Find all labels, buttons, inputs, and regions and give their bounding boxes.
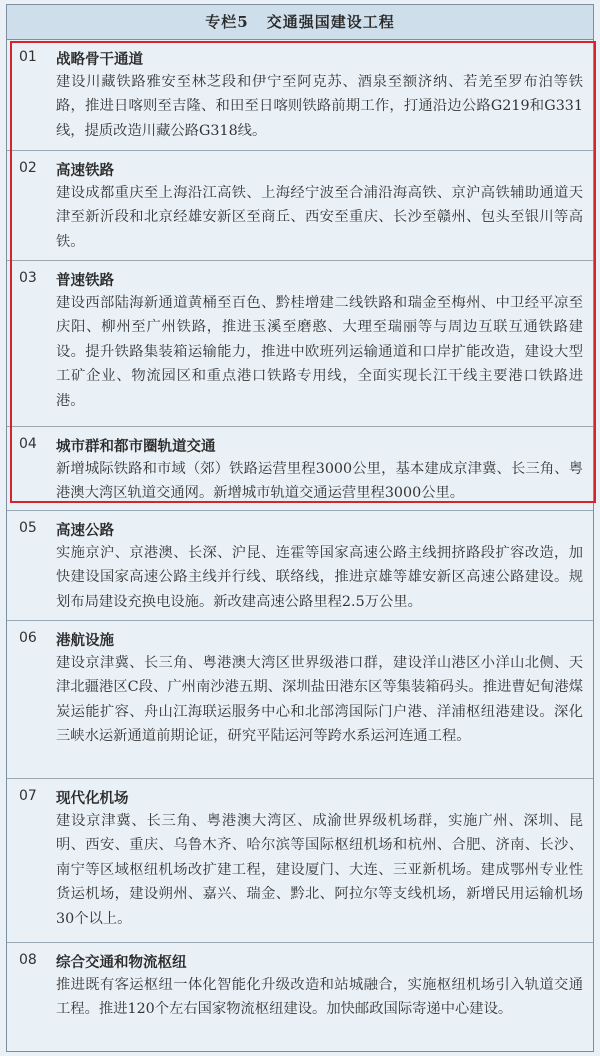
section-body: 建设成都重庆至上海沿江高铁、上海经宁波至合浦沿海高铁、京沪高铁辅助通道天津至新沂段和北京经雄安新区至商丘、西安至重庆、长沙至赣州、包头至银川等高铁。 <box>56 185 583 250</box>
section-body: 建设京津冀、长三角、粤港澳大湾区世界级港口群，建设洋山港区小洋山北侧、天津北疆港区C段、广州南沙港五期、深圳盐田港东区等集装箱码头。推进曹妃甸港煤炭运能扩容、舟山江海联运服务中心和北部湾国际门户港、洋浦枢纽港建设。深化三峡水运新通道前期论证，研究平陆运河等跨水系运河连通工程。 <box>56 655 583 745</box>
section-number: 02 <box>19 160 37 176</box>
section-title: 高速公路 <box>56 522 114 539</box>
section-title: 港航设施 <box>56 632 114 649</box>
section-row-08 <box>7 943 593 1051</box>
section-number: 05 <box>19 520 37 536</box>
section-body: 推进既有客运枢纽一体化智能化升级改造和站城融合，实施枢纽机场引入轨道交通工程。推进120个左右国家物流枢纽建设。加快邮政国际寄递中心建设。 <box>56 977 583 1018</box>
section-title: 综合交通和物流枢纽 <box>56 954 187 971</box>
section-number: 01 <box>19 49 37 65</box>
section-number: 04 <box>19 436 37 452</box>
section-row-04 <box>7 427 593 511</box>
section-number: 06 <box>19 630 37 646</box>
section-row-06 <box>7 621 593 779</box>
section-row-01 <box>7 40 593 151</box>
section-body: 建设西部陆海新通道黄桶至百色、黔桂增建二线铁路和瑞金至梅州、中卫经平凉至庆阳、柳州至广州铁路，推进玉溪至磨憨、大理至瑞丽等与周边互联互通铁路建设。提升铁路集装箱运输能力，推进中欧班列运输通道和口岸扩能改造，建设大型工矿企业、物流园区和重点港口铁路专用线，全面实现长江干线主要港口铁路进港。 <box>56 295 583 409</box>
column-label: 专栏5 <box>205 13 249 31</box>
section-body: 实施京沪、京港澳、长深、沪昆、连霍等国家高速公路主线拥挤路段扩容改造，加快建设国家高速公路主线并行线、联络线，推进京雄等雄安新区高速公路建设。规划布局建设充换电设施。新改建高速公路里程2.5万公里。 <box>56 545 583 610</box>
section-title: 普速铁路 <box>56 272 114 289</box>
table-header <box>7 5 593 40</box>
section-row-02 <box>7 151 593 261</box>
special-column-table <box>6 4 594 1052</box>
section-body: 新增城际铁路和市域（郊）铁路运营里程3000公里，基本建成京津冀、长三角、粤港澳大湾区轨道交通网。新增城市轨道交通运营里程3000公里。 <box>56 461 583 502</box>
section-body: 建设川藏铁路雅安至林芝段和伊宁至阿克苏、酒泉至额济纳、若羌至罗布泊等铁路，推进日喀则至吉隆、和田至日喀则铁路前期工作，打通沿边公路G219和G331线，提质改造川藏公路G318线。 <box>56 74 583 139</box>
section-number: 08 <box>19 952 37 968</box>
section-title: 城市群和都市圈轨道交通 <box>56 438 216 455</box>
section-body: 建设京津冀、长三角、粤港澳大湾区、成渝世界级机场群，实施广州、深圳、昆明、西安、重庆、乌鲁木齐、哈尔滨等国际枢纽机场和杭州、合肥、济南、长沙、南宁等区域枢纽机场改扩建工程，建设厦门、大连、三亚新机场。建成鄂州专业性货运机场，建设朔州、嘉兴、瑞金、黔北、阿拉尔等支线机场，新增民用运输机场30个以上。 <box>56 813 583 927</box>
section-number: 07 <box>19 788 37 804</box>
section-row-03 <box>7 261 593 427</box>
section-number: 03 <box>19 270 37 286</box>
section-row-07 <box>7 779 593 943</box>
section-title: 战略骨干通道 <box>56 51 143 68</box>
section-title: 现代化机场 <box>56 790 129 807</box>
section-row-05 <box>7 511 593 621</box>
section-title: 高速铁路 <box>56 162 114 179</box>
column-title: 交通强国建设工程 <box>266 13 395 31</box>
